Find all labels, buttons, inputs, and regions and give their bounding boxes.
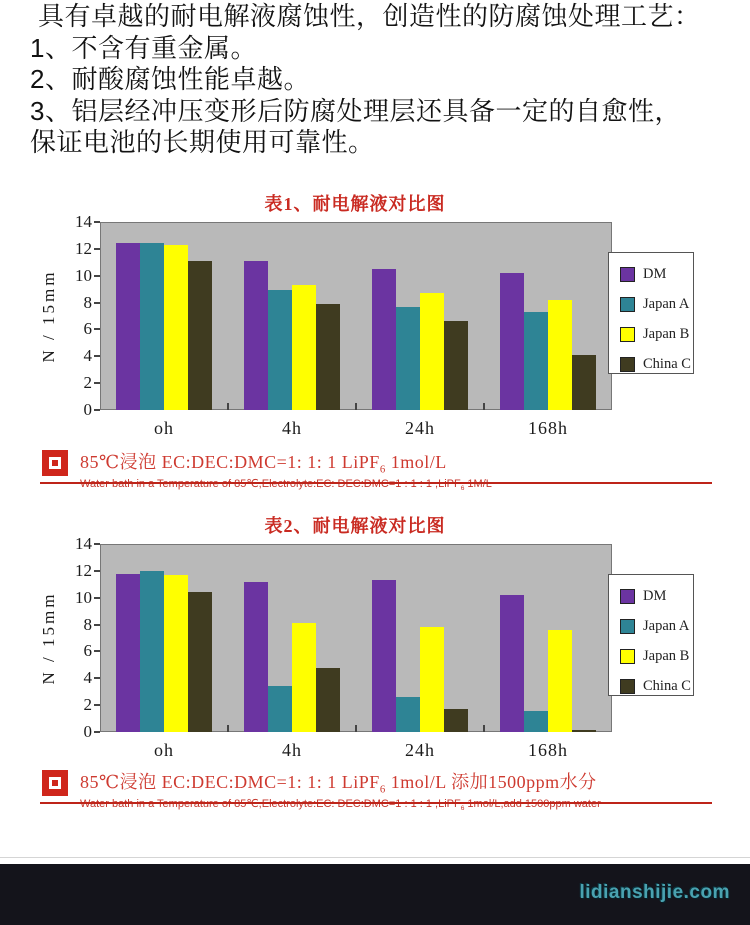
y-tick-mark — [94, 704, 100, 706]
y-tick-mark — [94, 409, 100, 411]
y-tick-label: 10 — [75, 265, 92, 285]
bar-dm — [372, 269, 396, 410]
y-tick-mark — [94, 543, 100, 545]
y-tick-label: 4 — [83, 346, 92, 366]
footer — [0, 864, 750, 925]
legend-label: China C — [643, 356, 691, 372]
intro-line: 3、铝层经冲压变形后防腐处理层还具备一定的自愈性， — [30, 95, 681, 126]
legend-label: China C — [643, 678, 691, 694]
bar-china-c — [188, 261, 212, 410]
bar-dm — [116, 243, 140, 410]
red-divider — [40, 802, 712, 804]
y-axis-label: N / 15mm — [39, 269, 58, 363]
legend-label: Japan A — [643, 296, 690, 312]
bar-china-c — [444, 321, 468, 410]
y-tick-label: 10 — [75, 587, 92, 607]
intro-line: 保证电池的长期使用可靠性。 — [30, 127, 375, 157]
chart-table1 — [0, 190, 750, 448]
y-tick-label: 2 — [83, 695, 92, 715]
caption-1 — [40, 448, 712, 492]
y-tick-mark — [94, 328, 100, 330]
bar-japan-a — [140, 243, 164, 410]
divider — [0, 857, 750, 858]
red-divider — [40, 482, 712, 484]
bar-dm — [116, 574, 140, 732]
bar-japan-b — [292, 285, 316, 410]
bar-japan-b — [292, 623, 316, 732]
intro-line: 2、耐酸腐蚀性能卓越。 — [30, 64, 310, 94]
x-tick-mark — [355, 725, 357, 732]
legend-swatch-china-c — [620, 357, 635, 372]
bar-japan-b — [548, 300, 572, 410]
y-tick-label: 6 — [83, 319, 92, 339]
legend-label: DM — [643, 266, 667, 282]
y-tick-label: 0 — [83, 400, 92, 419]
y-tick-mark — [94, 650, 100, 652]
y-tick-mark — [94, 570, 100, 572]
y-tick-mark — [94, 302, 100, 304]
bar-china-c — [444, 709, 468, 732]
y-tick-label: 2 — [83, 373, 92, 393]
bar-dm — [500, 595, 524, 732]
legend-swatch-dm — [620, 589, 635, 604]
y-tick-label: 4 — [83, 668, 92, 688]
red-square-icon — [42, 770, 68, 796]
legend-label: DM — [643, 588, 667, 604]
intro-text — [30, 1, 736, 159]
x-tick-label: oh — [154, 740, 174, 760]
legend-swatch-japan-a — [620, 619, 635, 634]
y-tick-mark — [94, 248, 100, 250]
x-tick-mark — [483, 725, 485, 732]
legend-item — [620, 266, 693, 283]
red-square-icon — [42, 450, 68, 476]
x-tick-label: 168h — [528, 418, 568, 438]
bar-dm — [244, 261, 268, 410]
y-tick-mark — [94, 221, 100, 223]
intro-line: 1、不含有重金属。 — [30, 32, 257, 63]
legend-item — [620, 356, 693, 373]
bar-japan-a — [524, 711, 548, 732]
x-tick-label: 4h — [282, 418, 302, 438]
x-tick-label: 168h — [528, 740, 568, 760]
intro-line: 具有卓越的耐电解液腐蚀性，创造性的防腐蚀处理工艺： — [38, 1, 701, 31]
legend-label: Japan A — [643, 618, 690, 634]
bar-japan-a — [268, 290, 292, 410]
x-tick-label: 24h — [405, 740, 435, 760]
bar-china-c — [188, 592, 212, 732]
x-tick-mark — [483, 403, 485, 410]
caption-en: 6 — [460, 484, 465, 492]
caption-cn: 85℃浸泡 EC:DEC:DMC=1: 1: 1 LiPF$_6$ 1mol/L 添加1500ppm水分 — [80, 772, 597, 796]
legend-swatch-japan-a — [620, 297, 635, 312]
y-tick-mark — [94, 382, 100, 384]
y-tick-mark — [94, 275, 100, 277]
y-tick-label: 14 — [75, 212, 92, 231]
x-tick-label: oh — [154, 418, 174, 438]
caption-2 — [40, 768, 712, 812]
legend-label: Japan B — [643, 326, 690, 342]
bar-japan-b — [420, 293, 444, 410]
chart-title: 表1、耐电解液对比图 — [264, 194, 446, 214]
legend-item — [620, 618, 693, 635]
bar-dm — [244, 582, 268, 732]
bar-japan-a — [396, 697, 420, 732]
bar-japan-b — [164, 245, 188, 410]
bar-dm — [372, 580, 396, 732]
legend-item — [620, 678, 693, 695]
bar-japan-a — [140, 571, 164, 732]
bar-japan-b — [548, 630, 572, 732]
y-tick-label: 12 — [75, 560, 92, 580]
x-tick-label: 4h — [282, 740, 302, 760]
y-tick-mark — [94, 677, 100, 679]
bar-china-c — [316, 668, 340, 732]
chart-table2 — [0, 512, 750, 770]
caption-cn: 85℃浸泡 EC:DEC:DMC=1: 1: 1 LiPF$_6$ 1mol/L — [80, 452, 447, 476]
watermark-site: lidianshijie.com — [579, 882, 730, 903]
y-axis-label: N / 15mm — [39, 591, 58, 685]
bar-japan-a — [268, 686, 292, 732]
legend-label: Japan B — [643, 648, 690, 664]
bar-japan-b — [164, 575, 188, 732]
bar-japan-a — [396, 307, 420, 410]
bar-china-c — [572, 730, 596, 732]
x-tick-mark — [227, 725, 229, 732]
bar-japan-a — [524, 312, 548, 410]
y-tick-label: 8 — [83, 292, 92, 312]
legend — [608, 574, 694, 696]
bar-dm — [500, 273, 524, 410]
x-tick-mark — [355, 403, 357, 410]
legend-item — [620, 296, 693, 313]
y-tick-label: 12 — [75, 238, 92, 258]
legend — [608, 252, 694, 374]
legend-swatch-dm — [620, 267, 635, 282]
bar-japan-b — [420, 627, 444, 732]
y-tick-mark — [94, 597, 100, 599]
legend-swatch-japan-b — [620, 649, 635, 664]
legend-item — [620, 326, 693, 343]
legend-item — [620, 648, 693, 665]
y-tick-label: 14 — [75, 534, 92, 553]
x-tick-label: 24h — [405, 418, 435, 438]
caption-en: 6 — [460, 804, 465, 812]
chart-title: 表2、耐电解液对比图 — [264, 516, 446, 536]
legend-swatch-china-c — [620, 679, 635, 694]
y-tick-mark — [94, 355, 100, 357]
y-tick-mark — [94, 624, 100, 626]
bar-china-c — [572, 355, 596, 410]
y-tick-label: 6 — [83, 641, 92, 661]
bar-china-c — [316, 304, 340, 410]
y-tick-label: 0 — [83, 722, 92, 741]
legend-item — [620, 588, 693, 605]
y-tick-label: 8 — [83, 614, 92, 634]
y-tick-mark — [94, 731, 100, 733]
x-tick-mark — [227, 403, 229, 410]
legend-swatch-japan-b — [620, 327, 635, 342]
